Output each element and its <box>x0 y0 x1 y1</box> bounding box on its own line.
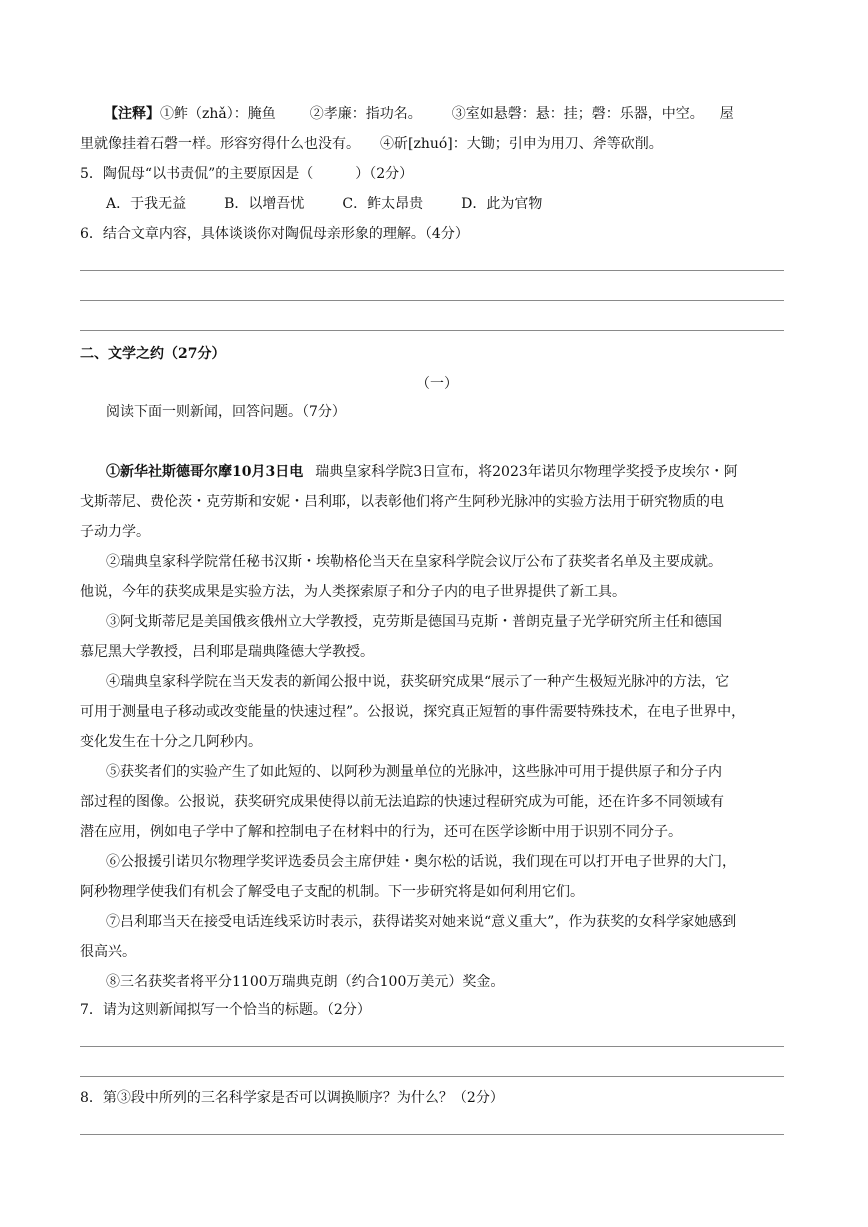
option-b[interactable]: B．以增吾忧 <box>224 196 305 212</box>
section-title: 二、文学之约（27分） <box>80 346 226 362</box>
note-item-3-cont-b: 里就像挂着石磬一样。形容穷得什么也没有。 <box>80 136 360 152</box>
answer-line[interactable] <box>80 1046 784 1047</box>
news-p1-line3: 子动力学。 <box>80 524 150 540</box>
news-p3-line2: 慕尼黑大学教授，吕利耶是瑞典隆德大学教授。 <box>80 644 374 660</box>
note-item-3-cont-a: 屋 <box>719 106 734 122</box>
question-7: 7．请为这则新闻拟写一个恰当的标题。（2分） <box>80 1002 371 1018</box>
answer-line[interactable] <box>80 330 784 331</box>
news-p4-line2: 可用于测量电子移动或改变能量的快速过程”。公报说，探究真正短暂的事件需要特殊技术，在电子世界中， <box>80 704 746 720</box>
option-c[interactable]: C．鲊太昂贵 <box>342 196 424 212</box>
news-p7-line1: ⑦吕利耶当天在接受电话连线采访时表示，获得诺奖对她来说“意义重大”，作为获奖的女科学家她感到 <box>106 914 737 930</box>
news-p2-line1: ②瑞典皇家科学院常任秘书汉斯・埃勒格伦当天在皇家科学院会议厅公布了获奖者名单及主要成就。 <box>106 554 722 570</box>
note-label: 【注释】 <box>104 106 160 122</box>
news-p6-line1: ⑥公报援引诺贝尔物理学奖评选委员会主席伊娃・奥尔松的话说，我们现在可以打开电子世界的大门， <box>106 854 736 870</box>
news-p4-line3: 变化发生在十分之几阿秒内。 <box>80 734 262 750</box>
note-item-1: ①鲊（zhǎ）：腌鱼 <box>160 106 276 122</box>
news-p1-line1: ①新华社斯德哥尔摩10月3日电 瑞典皇家科学院3日宣布，将2023年诺贝尔物理学奖授予皮埃尔・阿 <box>106 464 738 480</box>
answer-line[interactable] <box>80 1134 784 1135</box>
news-p5-line2: 部过程的图像。公报说，获奖研究成果使得以前无法追踪的快速过程研究成为可能，还在许多不同领域有 <box>80 794 724 810</box>
note-item-4: ④斫[zhuó]：大锄；引申为用刀、斧等砍削。 <box>380 136 663 152</box>
note-line-1 <box>104 104 734 124</box>
news-p8-line1: ⑧三名获奖者将平分1100万瑞典克朗（约合100万美元）奖金。 <box>106 974 505 990</box>
note-item-2: ②孝廉：指功名。 <box>309 106 422 122</box>
section-subtitle: （一） <box>416 376 458 392</box>
question-6: 6．结合文章内容，具体谈谈你对陶侃母亲形象的理解。（4分） <box>80 226 469 242</box>
news-p1-line2: 戈斯蒂尼、费伦茨・克劳斯和安妮・吕利耶，以表彰他们将产生阿秒光脉冲的实验方法用于研究物质的电 <box>80 494 724 510</box>
news-dateline: ①新华社斯德哥尔摩10月3日电 <box>106 464 304 480</box>
news-p3-line1: ③阿戈斯蒂尼是美国俄亥俄州立大学教授，克劳斯是德国马克斯・普朗克量子光学研究所主任和德国 <box>106 614 722 630</box>
news-p4-line1: ④瑞典皇家科学院在当天发表的新闻公报中说，获奖研究成果“展示了一种产生极短光脉冲的方法，它 <box>106 674 730 690</box>
news-p6-line2: 阿秒物理学使我们有机会了解受电子支配的机制。下一步研究将是如何利用它们。 <box>80 884 584 900</box>
answer-line[interactable] <box>80 270 784 271</box>
note-line-2 <box>80 134 663 154</box>
question-8: 8．第③段中所列的三名科学家是否可以调换顺序？为什么？（2分） <box>80 1090 504 1106</box>
note-item-3: ③室如悬磬：悬：挂；磬：乐器，中空。 <box>451 106 704 122</box>
news-p7-line2: 很高兴。 <box>80 944 136 960</box>
news-p5-line1: ⑤获奖者们的实验产生了如此短的、以阿秒为测量单位的光脉冲，这些脉冲可用于提供原子和分子内 <box>106 764 722 780</box>
news-p5-line3: 潜在应用，例如电子学中了解和控制电子在材料中的行为，还可在医学诊断中用于识别不同分子。 <box>80 824 682 840</box>
answer-line[interactable] <box>80 300 784 301</box>
news-p2-line2: 他说，今年的获奖成果是实验方法，为人类探索原子和分子内的电子世界提供了新工具。 <box>80 584 626 600</box>
option-d[interactable]: D．此为官物 <box>461 196 543 212</box>
option-a[interactable]: A．于我无益 <box>106 196 187 212</box>
answer-line[interactable] <box>80 1076 784 1077</box>
question-5-options <box>106 194 542 214</box>
reading-intro: 阅读下面一则新闻，回答问题。（7分） <box>106 404 346 420</box>
question-5: 5．陶侃母“以书责侃”的主要原因是（ ）（2分） <box>80 166 414 182</box>
